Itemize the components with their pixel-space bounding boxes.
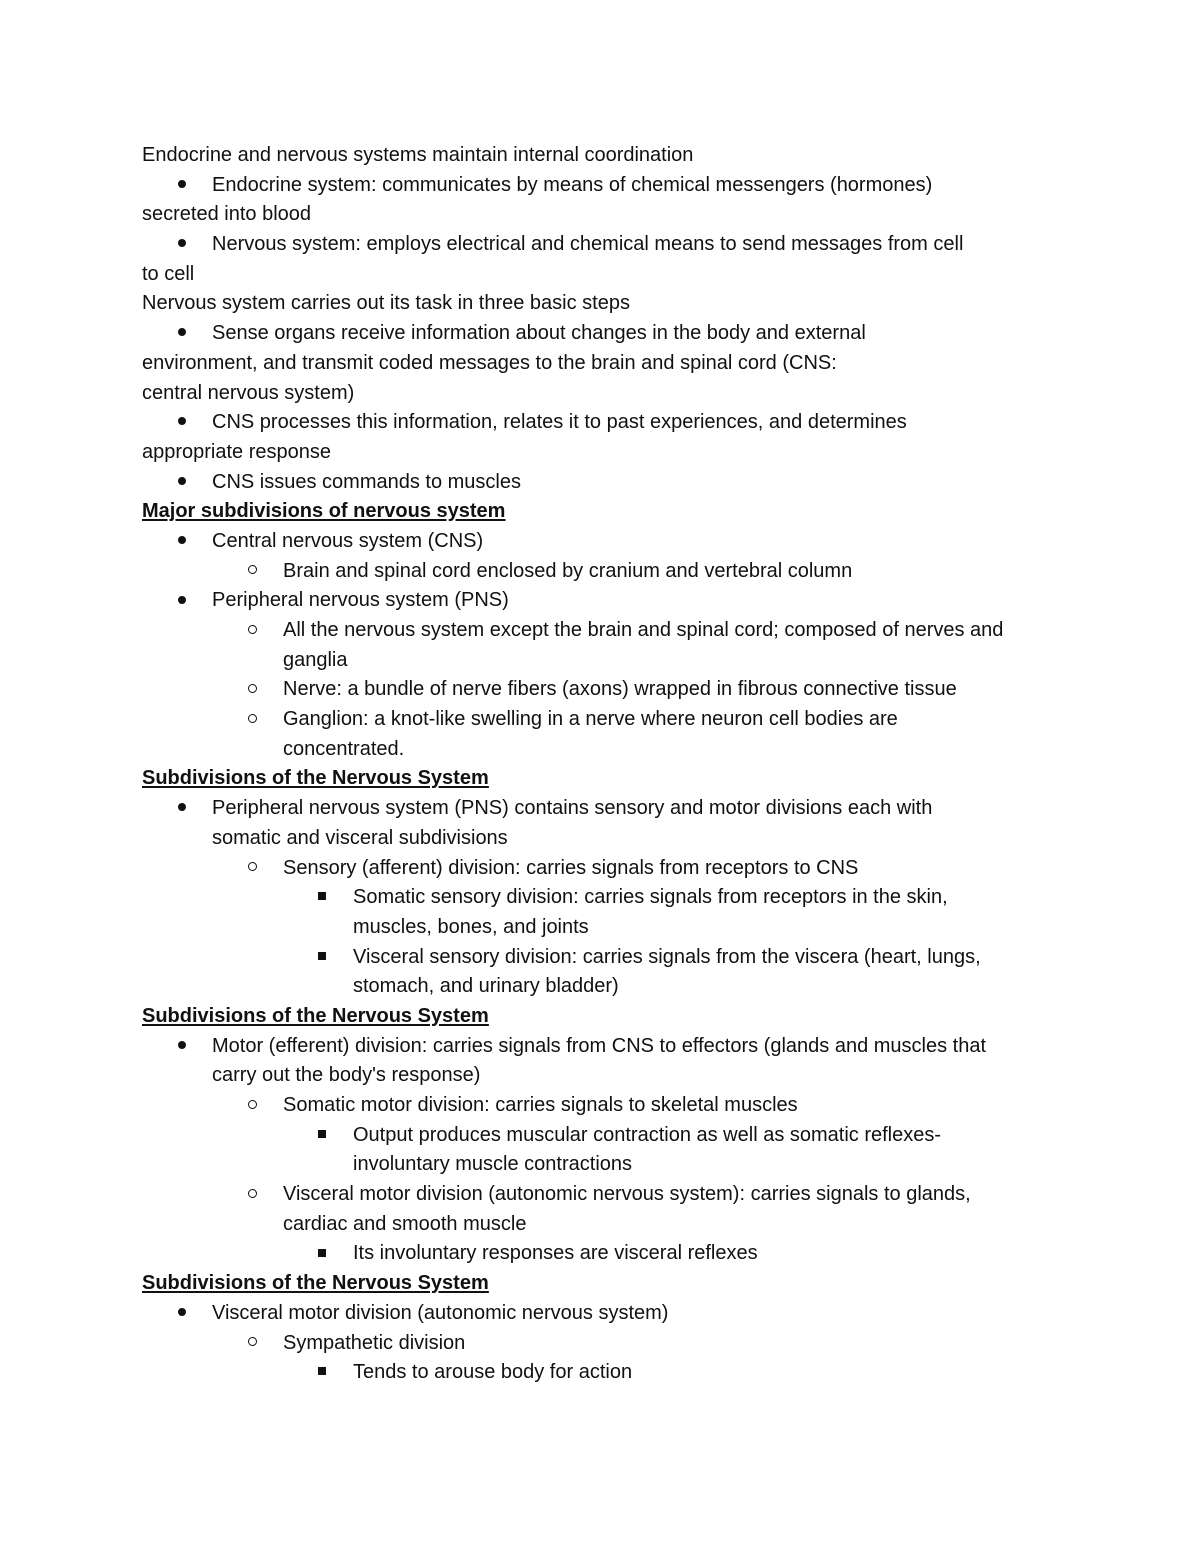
paragraph-line: [142, 289, 1062, 319]
square-bullet-icon: [312, 1239, 332, 1269]
line-text: Sympathetic division: [283, 1331, 466, 1354]
disc-bullet-icon: [172, 794, 192, 824]
square-bullet-icon: [312, 943, 332, 973]
sub-bullet-continuation: [142, 1210, 1062, 1240]
circle-bullet-icon: [242, 1329, 262, 1359]
sub-bullet-item: [142, 1180, 1062, 1210]
line-text: to cell: [142, 262, 195, 285]
sub-sub-bullet-continuation: [142, 972, 1062, 1002]
line-text: Motor (efferent) division: carries signals from CNS to effectors (glands and muscles that: [212, 1034, 987, 1057]
line-text: Sensory (afferent) division: carries signals from receptors to CNS: [283, 856, 859, 879]
bullet-item: [142, 1032, 1062, 1062]
bullet-item: [142, 230, 1062, 260]
line-text: involuntary muscle contractions: [353, 1153, 633, 1176]
section-heading: [142, 497, 1062, 527]
paragraph-line: [142, 438, 1062, 468]
bullet-item: [142, 527, 1062, 557]
line-text: CNS issues commands to muscles: [212, 470, 521, 493]
line-text: Endocrine system: communicates by means of chemical messengers (hormones): [212, 173, 933, 196]
bullet-item: [142, 794, 1062, 824]
line-text: appropriate response: [142, 440, 332, 463]
sub-bullet-item: [142, 1329, 1062, 1359]
line-text: ganglia: [283, 648, 348, 671]
section-heading: [142, 1269, 1062, 1299]
line-text: Peripheral nervous system (PNS): [212, 589, 509, 612]
bullet-item: [142, 1299, 1062, 1329]
disc-bullet-icon: [172, 527, 192, 557]
sub-sub-bullet-item: [142, 943, 1062, 973]
sub-bullet-item: [142, 616, 1062, 646]
paragraph-line: [142, 141, 1062, 171]
sub-sub-bullet-item: [142, 883, 1062, 913]
line-text: secreted into blood: [142, 203, 312, 226]
line-text: Central nervous system (CNS): [212, 529, 484, 552]
sub-bullet-continuation: [142, 646, 1062, 676]
line-text: Nervous system carries out its task in three basic steps: [142, 292, 630, 315]
disc-bullet-icon: [172, 468, 192, 498]
heading-text: Major subdivisions of nervous system: [142, 500, 506, 523]
disc-bullet-icon: [172, 408, 192, 438]
bullet-item: [142, 586, 1062, 616]
paragraph-line: [142, 200, 1062, 230]
paragraph-line: [142, 260, 1062, 290]
circle-bullet-icon: [242, 675, 262, 705]
disc-bullet-icon: [172, 1032, 192, 1062]
line-text: stomach, and urinary bladder): [353, 975, 619, 998]
line-text: Somatic motor division: carries signals to skeletal muscles: [283, 1094, 798, 1116]
line-text: Endocrine and nervous systems maintain internal coordination: [142, 144, 694, 166]
sub-sub-bullet-item: [142, 1358, 1062, 1388]
bullet-continuation: [142, 824, 1062, 854]
circle-bullet-icon: [242, 854, 262, 884]
line-text: Its involuntary responses are visceral reflexes: [353, 1242, 758, 1265]
line-text: Nerve: a bundle of nerve fibers (axons) wrapped in fibrous connective tissue: [283, 678, 957, 701]
line-text: central nervous system): [142, 381, 355, 404]
paragraph-line: [142, 379, 1062, 409]
disc-bullet-icon: [172, 586, 192, 616]
line-text: Nervous system: employs electrical and chemical means to send messages from cell: [212, 233, 964, 256]
disc-bullet-icon: [172, 1299, 192, 1329]
document-body: [142, 141, 1062, 1388]
sub-bullet-item: [142, 1091, 1062, 1121]
line-text: All the nervous system except the brain and spinal cord; composed of nerves and: [283, 619, 1004, 641]
bullet-continuation: [142, 1061, 1062, 1091]
bullet-item: [142, 171, 1062, 201]
sub-bullet-item: [142, 854, 1062, 884]
line-text: Visceral sensory division: carries signals from the viscera (heart, lungs,: [353, 945, 981, 968]
line-text: environment, and transmit coded messages to the brain and spinal cord (CNS:: [142, 351, 837, 374]
line-text: concentrated.: [283, 737, 405, 760]
line-text: Brain and spinal cord enclosed by cranium and vertebral column: [283, 559, 853, 582]
section-heading: [142, 1002, 1062, 1032]
sub-bullet-item: [142, 675, 1062, 705]
sub-bullet-continuation: [142, 735, 1062, 765]
sub-sub-bullet-item: [142, 1121, 1062, 1151]
line-text: Somatic sensory division: carries signals from receptors in the skin,: [353, 886, 948, 909]
heading-text: Subdivisions of the Nervous System: [142, 1004, 489, 1027]
square-bullet-icon: [312, 1121, 332, 1151]
line-text: carry out the body's response): [212, 1064, 481, 1087]
line-text: Visceral motor division (autonomic nervous system): [212, 1301, 669, 1324]
circle-bullet-icon: [242, 616, 262, 646]
circle-bullet-icon: [242, 1180, 262, 1210]
disc-bullet-icon: [172, 230, 192, 260]
bullet-item: [142, 468, 1062, 498]
sub-sub-bullet-continuation: [142, 1150, 1062, 1180]
section-heading: [142, 764, 1062, 794]
sub-bullet-item: [142, 705, 1062, 735]
square-bullet-icon: [312, 1358, 332, 1388]
circle-bullet-icon: [242, 557, 262, 587]
heading-text: Subdivisions of the Nervous System: [142, 1272, 489, 1295]
bullet-item: [142, 319, 1062, 349]
line-text: Peripheral nervous system (PNS) contains sensory and motor divisions each with: [212, 797, 933, 820]
disc-bullet-icon: [172, 319, 192, 349]
line-text: muscles, bones, and joints: [353, 915, 589, 938]
line-text: Tends to arouse body for action: [353, 1361, 633, 1384]
sub-bullet-item: [142, 557, 1062, 587]
square-bullet-icon: [312, 883, 332, 913]
bullet-item: [142, 408, 1062, 438]
sub-sub-bullet-item: [142, 1239, 1062, 1269]
line-text: Ganglion: a knot-like swelling in a nerve where neuron cell bodies are: [283, 708, 898, 731]
line-text: somatic and visceral subdivisions: [212, 826, 508, 849]
paragraph-line: [142, 349, 1062, 379]
circle-bullet-icon: [242, 1091, 262, 1121]
sub-sub-bullet-continuation: [142, 913, 1062, 943]
line-text: Sense organs receive information about changes in the body and external: [212, 322, 866, 345]
circle-bullet-icon: [242, 705, 262, 735]
heading-text: Subdivisions of the Nervous System: [142, 767, 489, 790]
line-text: cardiac and smooth muscle: [283, 1212, 527, 1235]
line-text: CNS processes this information, relates it to past experiences, and determines: [212, 411, 907, 434]
line-text: Output produces muscular contraction as well as somatic reflexes-: [353, 1123, 942, 1146]
line-text: Visceral motor division (autonomic nervous system): carries signals to glands,: [283, 1183, 971, 1206]
disc-bullet-icon: [172, 171, 192, 201]
